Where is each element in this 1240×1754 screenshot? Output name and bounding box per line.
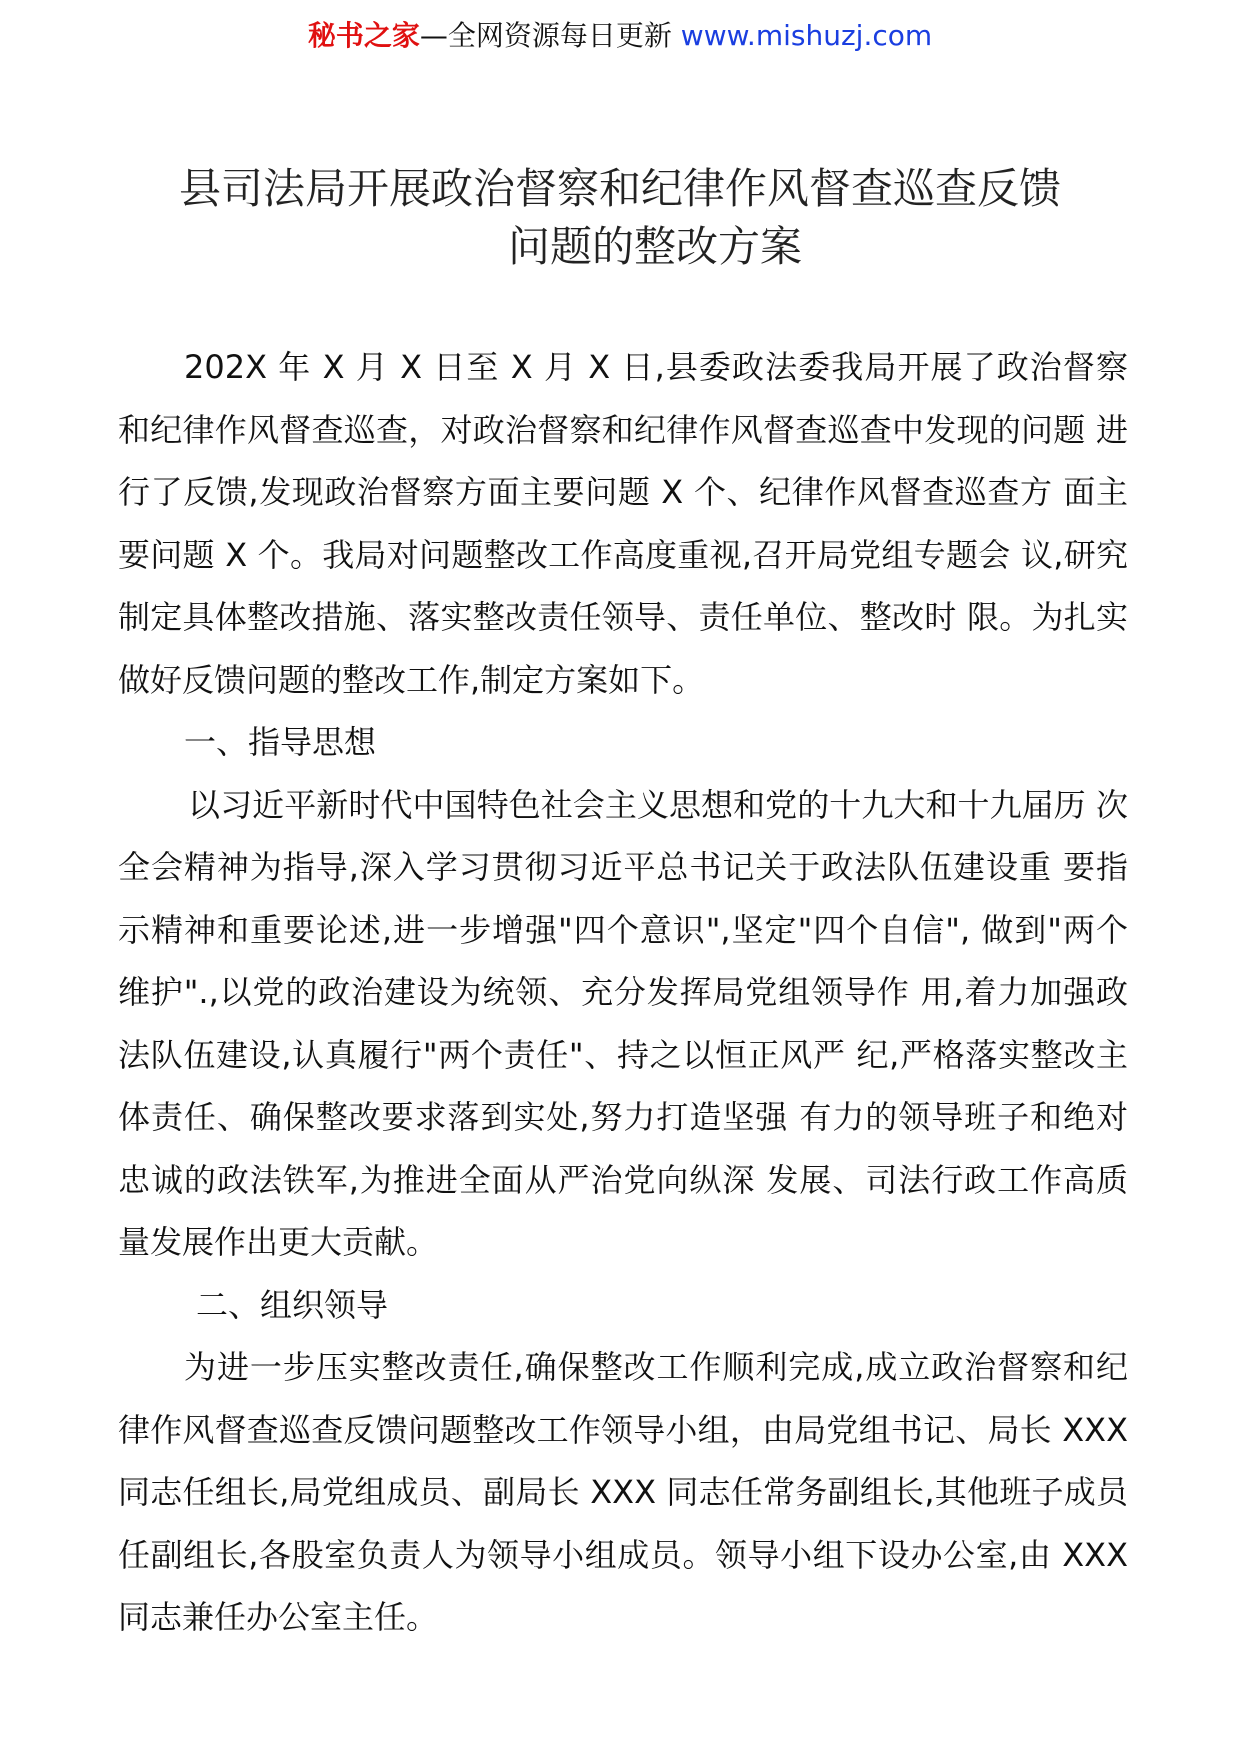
header-banner [0,16,1240,56]
title-line-2: 问题的整改方案 [507,222,802,271]
organization-paragraph: 为进一步压实整改责任,确保整改工作顺利完成,成立政治督察和纪律作风督查巡查反馈问题整改工作领导小组，由局党组书记、局长 XXX 同志任组长,局党组成员、副局长 XXX 同志任常务副组长,其他班子成员任副组长,各股室负责人为领导小组成员。领导小组下设办公室,由 XXX 同志兼任办公室主任。 [118,1348,1128,1636]
document-body [118,336,1128,1649]
intro-paragraph: 202X 年 X 月 X 日至 X 月 X 日,县委政法委我局开展了政治督察 和纪律作风督查巡查，对政治督察和纪律作风督查巡查中发现的问题 进行了反馈,发现政治督察方面主要问题 X 个、纪律作风督查巡查方 面主要问题 X 个。我局对问题整改工作高度重视,召开局党组专题会 议,研究制定具体整改措施、落实整改责任领导、责任单位、整改时 限。为扎实做好反馈问题的整改工作,制定方案如下。 [118,348,1128,699]
section-heading-organization: 二、组织领导 [196,1285,389,1324]
guiding-ideology-paragraph: 以习近平新时代中国特色社会主义思想和党的十九大和十九届历 次全会精神为指导,深入学习贯彻习近平总书记关于政法队伍建设重 要指示精神和重要论述,进一步增强"四个意识",坚定"四个自信", 做到"两个维护".,以党的政治建设为统领、充分发挥局党组领导作 用,着力加强政法队伍建设,认真履行"两个责任"、持之以恒正风严 纪,严格落实整改主体责任、确保整改要求落到实处,努力打造坚强 有力的领导班子和绝对忠诚的政法铁军,为推进全面从严治党向纵深 发展、司法行政工作高质量发展作出更大贡献。 [118,785,1128,1261]
brand-name: 秘书之家 [307,19,420,52]
banner-tagline: —全网资源每日更新 [419,19,672,52]
site-link[interactable]: www.mishuzj.com [680,19,933,52]
section-heading-guiding-ideology: 一、指导思想 [184,723,377,761]
title-line-1: 县司法局开展政治督察和纪律作风督查巡查反馈 [178,164,1061,213]
document-title [0,160,1240,276]
